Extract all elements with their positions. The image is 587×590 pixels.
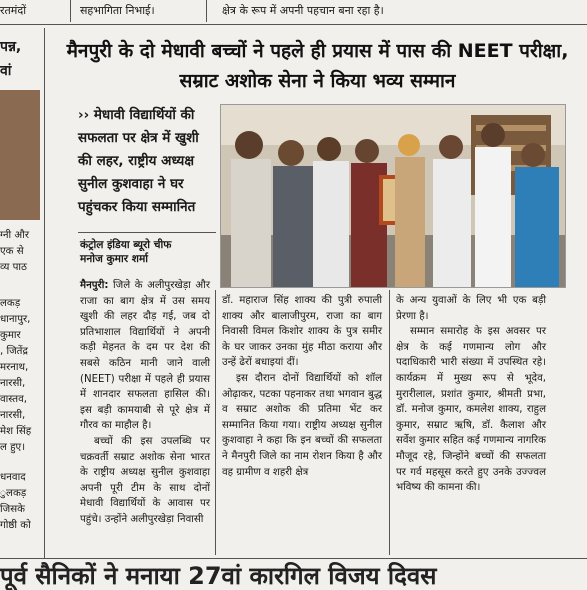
- left-fragment: वां: [0, 63, 12, 79]
- left-fragment: धनवाद: [0, 472, 26, 483]
- dateline: मैनपुरी:: [80, 280, 109, 291]
- article-col2-p2: इस दौरान दोनों विद्यार्थियों को शॉल ओढ़ाकर, पटका पहनाकर तथा भगवान बुद्ध व सम्राट अशोक की प्रतिमा भेंट कर सम्मानित किया गया। राष्ट्रीय अध्यक्ष सुनील कुशवाहा ने कहा कि इन बच्चों की सफलता ने मैनपुरी जिले का नाम रोशन किया है और वह ग्रामीण व शहरी क्षेत्र: [222, 372, 382, 478]
- left-fragment: व्य पाठ: [0, 262, 27, 273]
- article-col3: [396, 293, 546, 496]
- byline-agency: कंट्रोल इंडिया ब्यूरो चीफ: [80, 239, 172, 251]
- next-article-headline: पूर्व सैनिकों ने मनाया 27वां कारगिल विजय दिवस: [0, 562, 437, 590]
- left-fragment: एक से: [0, 246, 24, 257]
- article-headline: मैनपुरी के दो मेधावी बच्चों ने पहले ही प्रयास में पास की NEET परीक्षा, सम्राट अशोक सेना ने किया भव्य सम्मान: [66, 40, 569, 92]
- left-photo-fragment: [0, 90, 40, 220]
- left-fragment: लकड़: [0, 298, 21, 309]
- article-col3-p1: के अन्य युवाओं के लिए भी एक बड़ी प्रेरणा है।: [396, 295, 546, 322]
- article-col1-p1: जिले के अलीपुरखेड़ा और राजा का बाग क्षेत्र में उस समय खुशी की लहर दौड़ गई, जब दो प्रतिभाशाल विद्यार्थियों ने अपनी कड़ी मेहनत के दम पर देश की सबसे कठिन मानी जाने वाली (NEET) परीक्षा में पहले ही प्रयास में शानदार सफलता हासिल की। इस बड़ी कामयाबी से पूरे क्षेत्र में गौरव का माहौल है।: [80, 280, 210, 432]
- left-fragment: मरनाथ,: [0, 362, 29, 373]
- top-right-fragment: क्षेत्र के रूप में अपनी पहचान बना रहा है।: [222, 4, 384, 17]
- left-fragment: गोष्ठी को: [0, 520, 31, 531]
- left-fragment: पन्न,: [0, 39, 22, 55]
- left-fragment: मेश सिंह: [0, 426, 32, 437]
- article-photo: [220, 104, 566, 288]
- left-fragment: ल हुए।: [0, 442, 26, 453]
- top-mid-fragment: सहभागिता निभाई।: [80, 4, 155, 17]
- left-fragment: नारसी,: [0, 410, 26, 421]
- left-fragment: ग्नी और: [0, 230, 29, 241]
- left-fragment: धानापुर,: [0, 314, 31, 325]
- byline-reporter: मनोज कुमार शर्मा: [80, 253, 149, 265]
- article-col2: [222, 293, 382, 480]
- column-rule-left: [44, 28, 45, 558]
- article-col3-p2: सम्मान समारोह के इस अवसर पर क्षेत्र के कई गणमान्य लोग और पदाधिकारी भारी संख्या में उपस्थित रहे। कार्यक्रम में मुख्य रूप से भूदेव, मुरारीलाल, प्रशांत कुमार, श्रीमती प्रभा, डॉ. मनोज कुमार, कमलेश शाक्य, राहुल कुमार, सम्राट ऋषि, डॉ. कैलाश और सर्वेश कुमार सहित कई गणमान्य नागरिक मौजूद रहे, जिन्होंने बच्चों की सफलता पर गर्व महसूस करते हुए उनके उज्ज्वल भविष्य की कामना की।: [396, 326, 546, 494]
- left-fragment: ुलकड़: [0, 488, 27, 499]
- top-left-fragment: रतमंदों: [0, 4, 27, 17]
- left-fragment: जिसके: [0, 504, 25, 515]
- left-fragment: कुमार: [0, 330, 21, 341]
- left-fragment: , जितेंद्र: [0, 346, 28, 357]
- article-deck: ›› मेधावी विद्यार्थियों की सफलता पर क्षेत्र में खुशी की लहर, राष्ट्रीय अध्यक्ष सुनील कुशवाहा ने घर पहुंचकर किया सम्मानित: [78, 107, 199, 215]
- article-col1: [80, 278, 210, 528]
- article-col2-p1: डॉ. महाराज सिंह शाक्य की पुत्री रुपाली शाक्य और बालाजीपुरम, राजा का बाग निवासी विमल किशोर शाक्य के पुत्र समीर के घर जाकर उनका मुंह मीठा कराया और उन्हें ढेरों बधाइयां दीं।: [222, 295, 382, 369]
- photo-illustration: [221, 105, 565, 287]
- article-col1-p2: बच्चों की इस उपलब्धि पर चक्रवर्ती सम्राट अशोक सेना भारत के राष्ट्रीय अध्यक्ष सुनील कुशवाहा अपनी पूरी टीम के साथ दोनों मेधावी विद्यार्थियों के आवास पर पहुंचे। उन्होंने अलीपुरखेड़ा निवासी: [80, 435, 210, 525]
- left-fragment: वास्तव,: [0, 394, 27, 405]
- byline: [80, 238, 220, 266]
- left-fragment: नारसी,: [0, 378, 26, 389]
